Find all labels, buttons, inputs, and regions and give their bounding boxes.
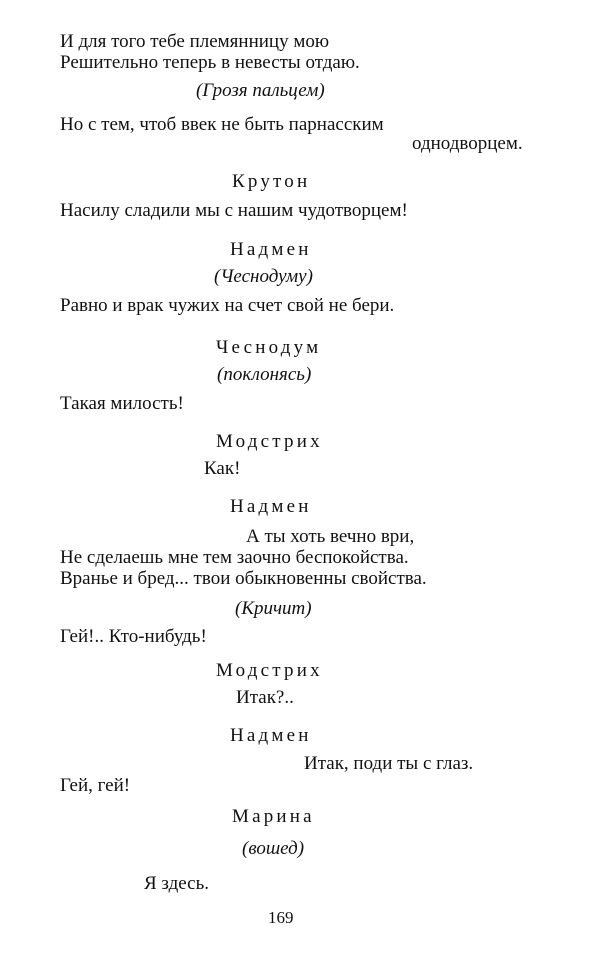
verse-line: Итак?..: [236, 687, 294, 708]
verse-line: Насилу сладили мы с нашим чудотворцем!: [60, 200, 408, 221]
page-number: 169: [268, 908, 294, 927]
verse-line: Не сделаешь мне тем заочно беспокойства.: [60, 547, 409, 568]
verse-line: Решительно теперь в невесты отдаю.: [60, 52, 360, 73]
stage-direction: (Грозя пальцем): [196, 80, 325, 101]
stage-direction: (поклонясь): [217, 364, 312, 385]
speaker-name: Модстрих: [216, 660, 323, 681]
speaker-name: Чеснодум: [216, 337, 322, 358]
verse-line: Как!: [204, 458, 241, 479]
verse-line: Такая милость!: [60, 393, 184, 414]
verse-line: однодворцем.: [412, 133, 523, 154]
speaker-name: Надмен: [230, 725, 312, 746]
verse-line: Но с тем, чтоб ввек не быть парнасским: [60, 114, 384, 135]
speaker-name: Крутон: [232, 171, 311, 192]
verse-line: И для того тебе племянницу мою: [60, 31, 330, 52]
verse-line: Итак, поди ты с глаз.: [304, 753, 474, 774]
stage-direction: (вошед): [242, 838, 305, 859]
verse-line: Гей!.. Кто-нибудь!: [60, 626, 207, 647]
verse-line: Вранье и бред... твои обыкновенны свойства.: [60, 568, 427, 589]
speaker-name: Надмен: [230, 496, 312, 517]
verse-line: Я здесь.: [144, 873, 210, 894]
speaker-name: Модстрих: [216, 431, 323, 452]
stage-direction: (Кричит): [235, 598, 312, 619]
verse-line: Равно и врак чужих на счет свой не бери.: [60, 295, 395, 316]
verse-line: А ты хоть вечно ври,: [246, 526, 415, 547]
stage-direction: (Чеснодуму): [214, 266, 313, 287]
verse-line: Гей, гей!: [60, 775, 131, 796]
speaker-name: Марина: [232, 806, 315, 827]
speaker-name: Надмен: [230, 239, 312, 260]
